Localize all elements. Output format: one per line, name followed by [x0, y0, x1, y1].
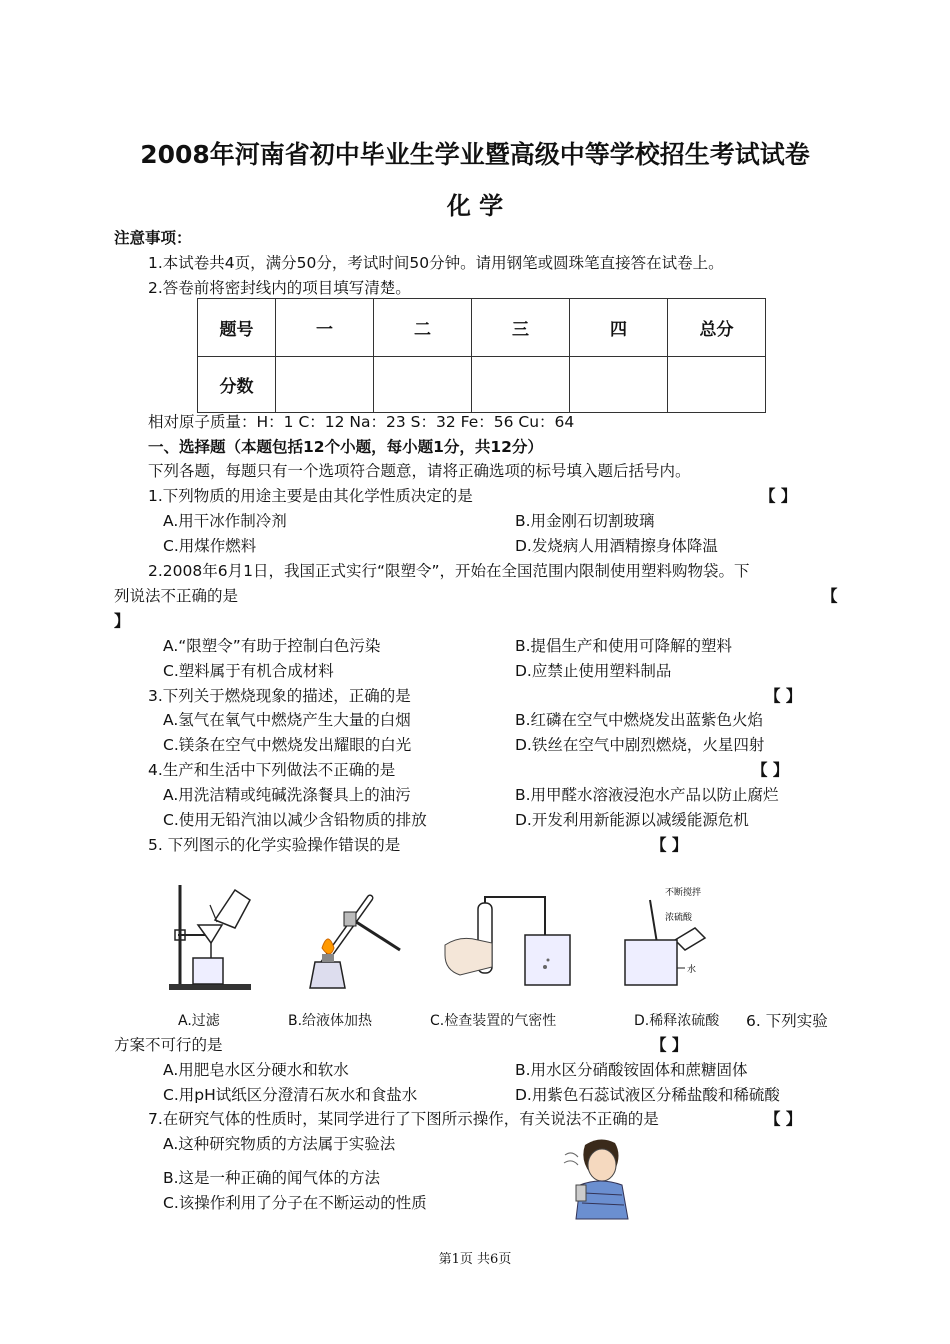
q6-option-c: C.用pH试纸区分澄清石灰水和食盐水 — [163, 1086, 418, 1104]
q3-option-c: C.镁条在空气中燃烧发出耀眼的白光 — [163, 736, 412, 754]
q6-option-b: B.用水区分硝酸铵固体和蔗糖固体 — [515, 1061, 748, 1079]
q1-option-d: D.发烧病人用酒精擦身体降温 — [515, 537, 718, 555]
exam-title: 2008年河南省初中毕业生学业暨高级中等学校招生考试试卷 — [140, 140, 810, 169]
q7-option-c: C.该操作利用了分子在不断运动的性质 — [163, 1194, 427, 1212]
subject-title: 化 学 — [446, 192, 504, 220]
q3-option-b: B.红磷在空气中燃烧发出蓝紫色火焰 — [515, 711, 764, 729]
score-header-2: 二 — [374, 299, 472, 357]
q2-stem-line2: 列说法不正确的是 — [114, 587, 239, 605]
q4-option-c: C.使用无铅汽油以减少含铅物质的排放 — [163, 811, 427, 829]
q2-bracket-right[interactable]: 】 — [114, 612, 130, 630]
q2-stem-line1: 2.2008年6月1日，我国正式实行“限塑令”，开始在全国范围内限制使用塑料购物袋。下 — [148, 562, 750, 580]
fig-label-water: 水 — [687, 965, 697, 975]
student-smelling-gas-figure — [560, 1135, 640, 1220]
q6-stem-line1: 6. 下列实验 — [746, 1012, 828, 1030]
q1-stem: 1.下列物质的用途主要是由其化学性质决定的是 — [148, 487, 473, 505]
score-header-label: 题号 — [198, 299, 276, 357]
fig-label-acid: 浓硫酸 — [665, 913, 693, 923]
q1-option-c: C.用煤作燃料 — [163, 537, 257, 555]
q2-bracket-left[interactable]: 【 — [822, 587, 838, 605]
score-header-total: 总分 — [668, 299, 766, 357]
q2-option-a: A.“限塑令”有助于控制白色污染 — [163, 637, 381, 655]
q2-option-d: D.应禁止使用塑料制品 — [515, 662, 672, 680]
q5-stem: 5. 下列图示的化学实验操作错误的是 — [148, 836, 401, 854]
section1-heading: 一、选择题（本题包括12个小题，每小题1分，共12分） — [148, 438, 543, 456]
score-header-4: 四 — [570, 299, 668, 357]
score-cell[interactable] — [374, 357, 472, 413]
q4-option-b: B.用甲醛水溶液浸泡水产品以防止腐烂 — [515, 786, 779, 804]
note-2: 2.答卷前将密封线内的项目填写清楚。 — [148, 279, 411, 297]
q5-answer-bracket[interactable]: 【 】 — [651, 836, 688, 854]
section1-instruction: 下列各题，每题只有一个选项符合题意，请将正确选项的标号填入题后括号内。 — [148, 462, 691, 480]
note-1: 1.本试卷共4页，满分50分，考试时间50分钟。请用钢笔或圆珠笔直接答在试卷上。 — [148, 254, 724, 272]
notes-label: 注意事项： — [114, 229, 192, 247]
score-table — [197, 298, 766, 413]
q1-option-a: A.用干冰作制冷剂 — [163, 512, 287, 530]
q3-answer-bracket[interactable]: 【 】 — [765, 687, 802, 705]
q7-answer-bracket[interactable]: 【 】 — [765, 1110, 802, 1128]
score-cell[interactable] — [472, 357, 570, 413]
q3-option-a: A.氢气在氧气中燃烧产生大量的白烟 — [163, 711, 411, 729]
q2-option-c: C.塑料属于有机合成材料 — [163, 662, 334, 680]
score-cell[interactable] — [668, 357, 766, 413]
score-header-1: 一 — [276, 299, 374, 357]
q6-option-a: A.用肥皂水区分硬水和软水 — [163, 1061, 349, 1079]
filtration-apparatus-figure — [165, 880, 255, 992]
fig-caption-d: D.稀释浓硫酸 — [634, 1013, 720, 1029]
fig-caption-b: B.给液体加热 — [288, 1013, 373, 1029]
q3-stem: 3.下列关于燃烧现象的描述，正确的是 — [148, 687, 411, 705]
q7-stem: 7.在研究气体的性质时，某同学进行了下图所示操作，有关说法不正确的是 — [148, 1110, 659, 1128]
q7-option-b: B.这是一种正确的闻气体的方法 — [163, 1169, 381, 1187]
airtightness-check-figure — [440, 895, 580, 995]
score-row-label: 分数 — [198, 357, 276, 413]
q7-option-a: A.这种研究物质的方法属于实验法 — [163, 1135, 396, 1153]
score-cell[interactable] — [276, 357, 374, 413]
q1-answer-bracket[interactable]: 【 】 — [760, 487, 797, 505]
q6-stem-line2: 方案不可行的是 — [114, 1036, 223, 1054]
q4-option-a: A.用洗洁精或纯碱洗涤餐具上的油污 — [163, 786, 411, 804]
q6-answer-bracket[interactable]: 【 】 — [651, 1036, 688, 1054]
dilute-acid-figure — [615, 880, 725, 995]
q6-option-d: D.用紫色石蕊试液区分稀盐酸和稀硫酸 — [515, 1086, 780, 1104]
q3-option-d: D.铁丝在空气中剧烈燃烧，火星四射 — [515, 736, 765, 754]
q1-option-b: B.用金刚石切割玻璃 — [515, 512, 655, 530]
page-footer: 第1页 共6页 — [438, 1252, 512, 1267]
q4-option-d: D.开发利用新能源以减缓能源危机 — [515, 811, 749, 829]
q4-answer-bracket[interactable]: 【 】 — [752, 761, 789, 779]
fig-caption-a: A.过滤 — [178, 1013, 220, 1029]
q4-stem: 4.生产和生活中下列做法不正确的是 — [148, 761, 396, 779]
q2-option-b: B.提倡生产和使用可降解的塑料 — [515, 637, 733, 655]
fig-label-stir: 不断搅拌 — [665, 888, 702, 898]
fig-caption-c: C.检查装置的气密性 — [430, 1013, 557, 1029]
score-header-3: 三 — [472, 299, 570, 357]
heating-liquid-figure — [300, 890, 410, 995]
atomic-masses: 相对原子质量：H：1 C：12 Na：23 S：32 Fe：56 Cu：64 — [148, 413, 575, 431]
score-cell[interactable] — [570, 357, 668, 413]
